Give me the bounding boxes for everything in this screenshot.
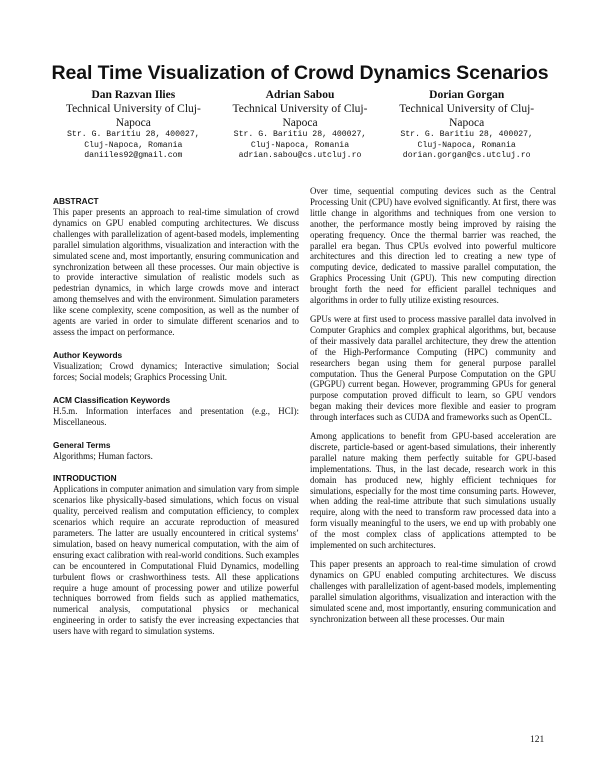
author-address: Str. G. Baritiu 28, 400027, xyxy=(400,130,534,139)
abstract-text: This paper presents an approach to real-time simulation of crowd dynamics on GPU enabled computing architectures. We discuss challenges with parallelization of agent-based models, implementing parallel simulation algorithms, visualization and interaction with the simulated scene and, most importantly, ensuring communication and synchronization between all these processes. Our main objective is to provide interactive simulation of realistic models such as pedestrian dynamics, in which large crowds move and interact among themselves and with the environment. Simulation parameters like scene complexity, scene composition, as well as the number of agents are varied in order to simulate different scenarios and to assess the impact on performance. xyxy=(53,207,299,337)
author-city: Cluj-Napoca, Romania xyxy=(417,140,516,150)
introduction-section xyxy=(53,473,299,637)
author-name: Dorian Gorgan xyxy=(429,89,505,101)
author-affiliation-cont: Napoca xyxy=(282,117,318,129)
author-city: Cluj-Napoca, Romania xyxy=(250,140,350,150)
page-number: 121 xyxy=(530,735,545,745)
acm-heading: ACM Classification Keywords xyxy=(53,394,171,405)
author-name: Adrian Sabou xyxy=(265,89,335,101)
author-1 xyxy=(50,88,217,162)
author-affiliation: Technical University of Cluj- xyxy=(232,103,368,115)
keywords-heading: Author Keywords xyxy=(53,349,123,360)
paper-title: Real Time Visualization of Crowd Dynamics Scenarios xyxy=(51,62,549,84)
author-affiliation-cont: Napoca xyxy=(449,117,485,129)
terms-text: Algorithms; Human factors. xyxy=(53,450,153,461)
terms-section xyxy=(53,440,299,462)
author-email: dorian.gorgan@cs.utcluj.ro xyxy=(402,151,531,160)
abstract-section xyxy=(53,196,299,338)
author-email: adrian.sabou@cs.utcluj.ro xyxy=(238,151,362,160)
author-affiliation-cont: Napoca xyxy=(115,117,151,129)
right-column xyxy=(310,186,556,632)
left-column xyxy=(53,184,299,637)
author-address: Str. G. Baritiu 28, 400027, xyxy=(233,130,367,139)
author-block xyxy=(50,88,550,162)
author-city: Cluj-Napoca, Romania xyxy=(84,140,183,150)
author-address: Str. G. Baritiu 28, 400027, xyxy=(67,130,200,139)
author-affiliation: Technical University of Cluj- xyxy=(399,103,535,115)
author-2 xyxy=(217,88,384,162)
terms-heading: General Terms xyxy=(53,439,111,450)
keywords-text: Visualization; Crowd dynamics; Interactive simulation; Social forces; Social models; Graphics Processing Unit. xyxy=(53,360,299,382)
author-email: daniiles92@gmail.com xyxy=(84,151,183,160)
acm-section xyxy=(53,395,299,428)
author-affiliation: Technical University of Cluj- xyxy=(65,103,201,115)
body-paragraph: GPUs were at first used to process massive parallel data involved in Computer Graphics and complex graphical algorithms, but, because of their massively data parallel architecture, they drew the attention of the High-Performance Computing (HPC) community and researchers began using them for general purpose parallel computation. Thus the General Purpose Computation on the GPU (GPGPU) current began. However, programming GPUs for general purpose computation proved difficult to learn, so GPU vendors began making their devices more flexible and easier to program through interfaces such as CUDA and frameworks such as OpenCL. xyxy=(310,313,556,423)
author-name: Dan Razvan Ilies xyxy=(91,89,176,101)
introduction-heading: INTRODUCTION xyxy=(53,473,117,484)
abstract-heading: ABSTRACT xyxy=(53,196,99,206)
body-paragraph: This paper presents an approach to real-time simulation of crowd dynamics on GPU enabled computing architectures. We discuss challenges with parallelization of agent-based models, implementing parallel simulation algorithms, visualization and interaction with the simulated scene and, most importantly, ensuring communication and synchronization between all these processes. Our main xyxy=(310,559,556,624)
body-paragraph: Among applications to benefit from GPU-based acceleration are discrete, particle-based or agent-based simulations, their inherently parallel nature making them perfectly suitable for GPU-based implementations. Thus, in the last decade, research work in this domain has produced new, highly efficient techniques for simulations, especially for the most time consuming parts. However, when adding the real-time attribute that such simulations usually require, along with the need to transform raw processed data into a form visually meaningful to the users, we end up with probably one of the most complex class of applications attempted to be implemented on such architectures. xyxy=(310,431,556,551)
author-3 xyxy=(383,88,550,162)
acm-text: H.5.m. Information interfaces and presentation (e.g., HCI): Miscellaneous. xyxy=(53,405,299,427)
body-paragraph: Over time, sequential computing devices such as the Central Processing Unit (CPU) have evolved significantly. At first, there was little change in algorithms and techniques from one version to another, the performance mostly being improved by raising the operating frequency. Once the thermal barrier was reached, the parallel era began. Thus CPUs evolved into powerful multicore architectures and this direction led to creating a new type of computing device, dedicated to massive parallel computation, the Graphics Processing Unit (GPU). This new computing direction brought forth the need for efficient parallel techniques and algorithms in order to fully utilize existing resources. xyxy=(310,186,556,306)
keywords-section xyxy=(53,350,299,383)
introduction-text: Applications in computer animation and simulation vary from simple scenarios like physically-based simulations, which focus on visual quality, perceived realism and computation efficiency, to complex scenarios which require an accurate reproduction of measured parameters. The latter are usually encountered in critical systems’ simulation, based on heavy numerical computation, with the aim of ensuring exact calibration with real-world conditions. Such examples can be encountered in Computational Fluid Dynamics, modelling turbulent flows or crashworthiness tests. All these applications require a huge amount of processing power and utilize powerful techniques borrowed from fields such as applied mathematics, numerical analysis, computational physics or mechanical engineering in order to satisfy the ever increasing expectancies that users have with regard to simulation systems. xyxy=(53,484,299,637)
